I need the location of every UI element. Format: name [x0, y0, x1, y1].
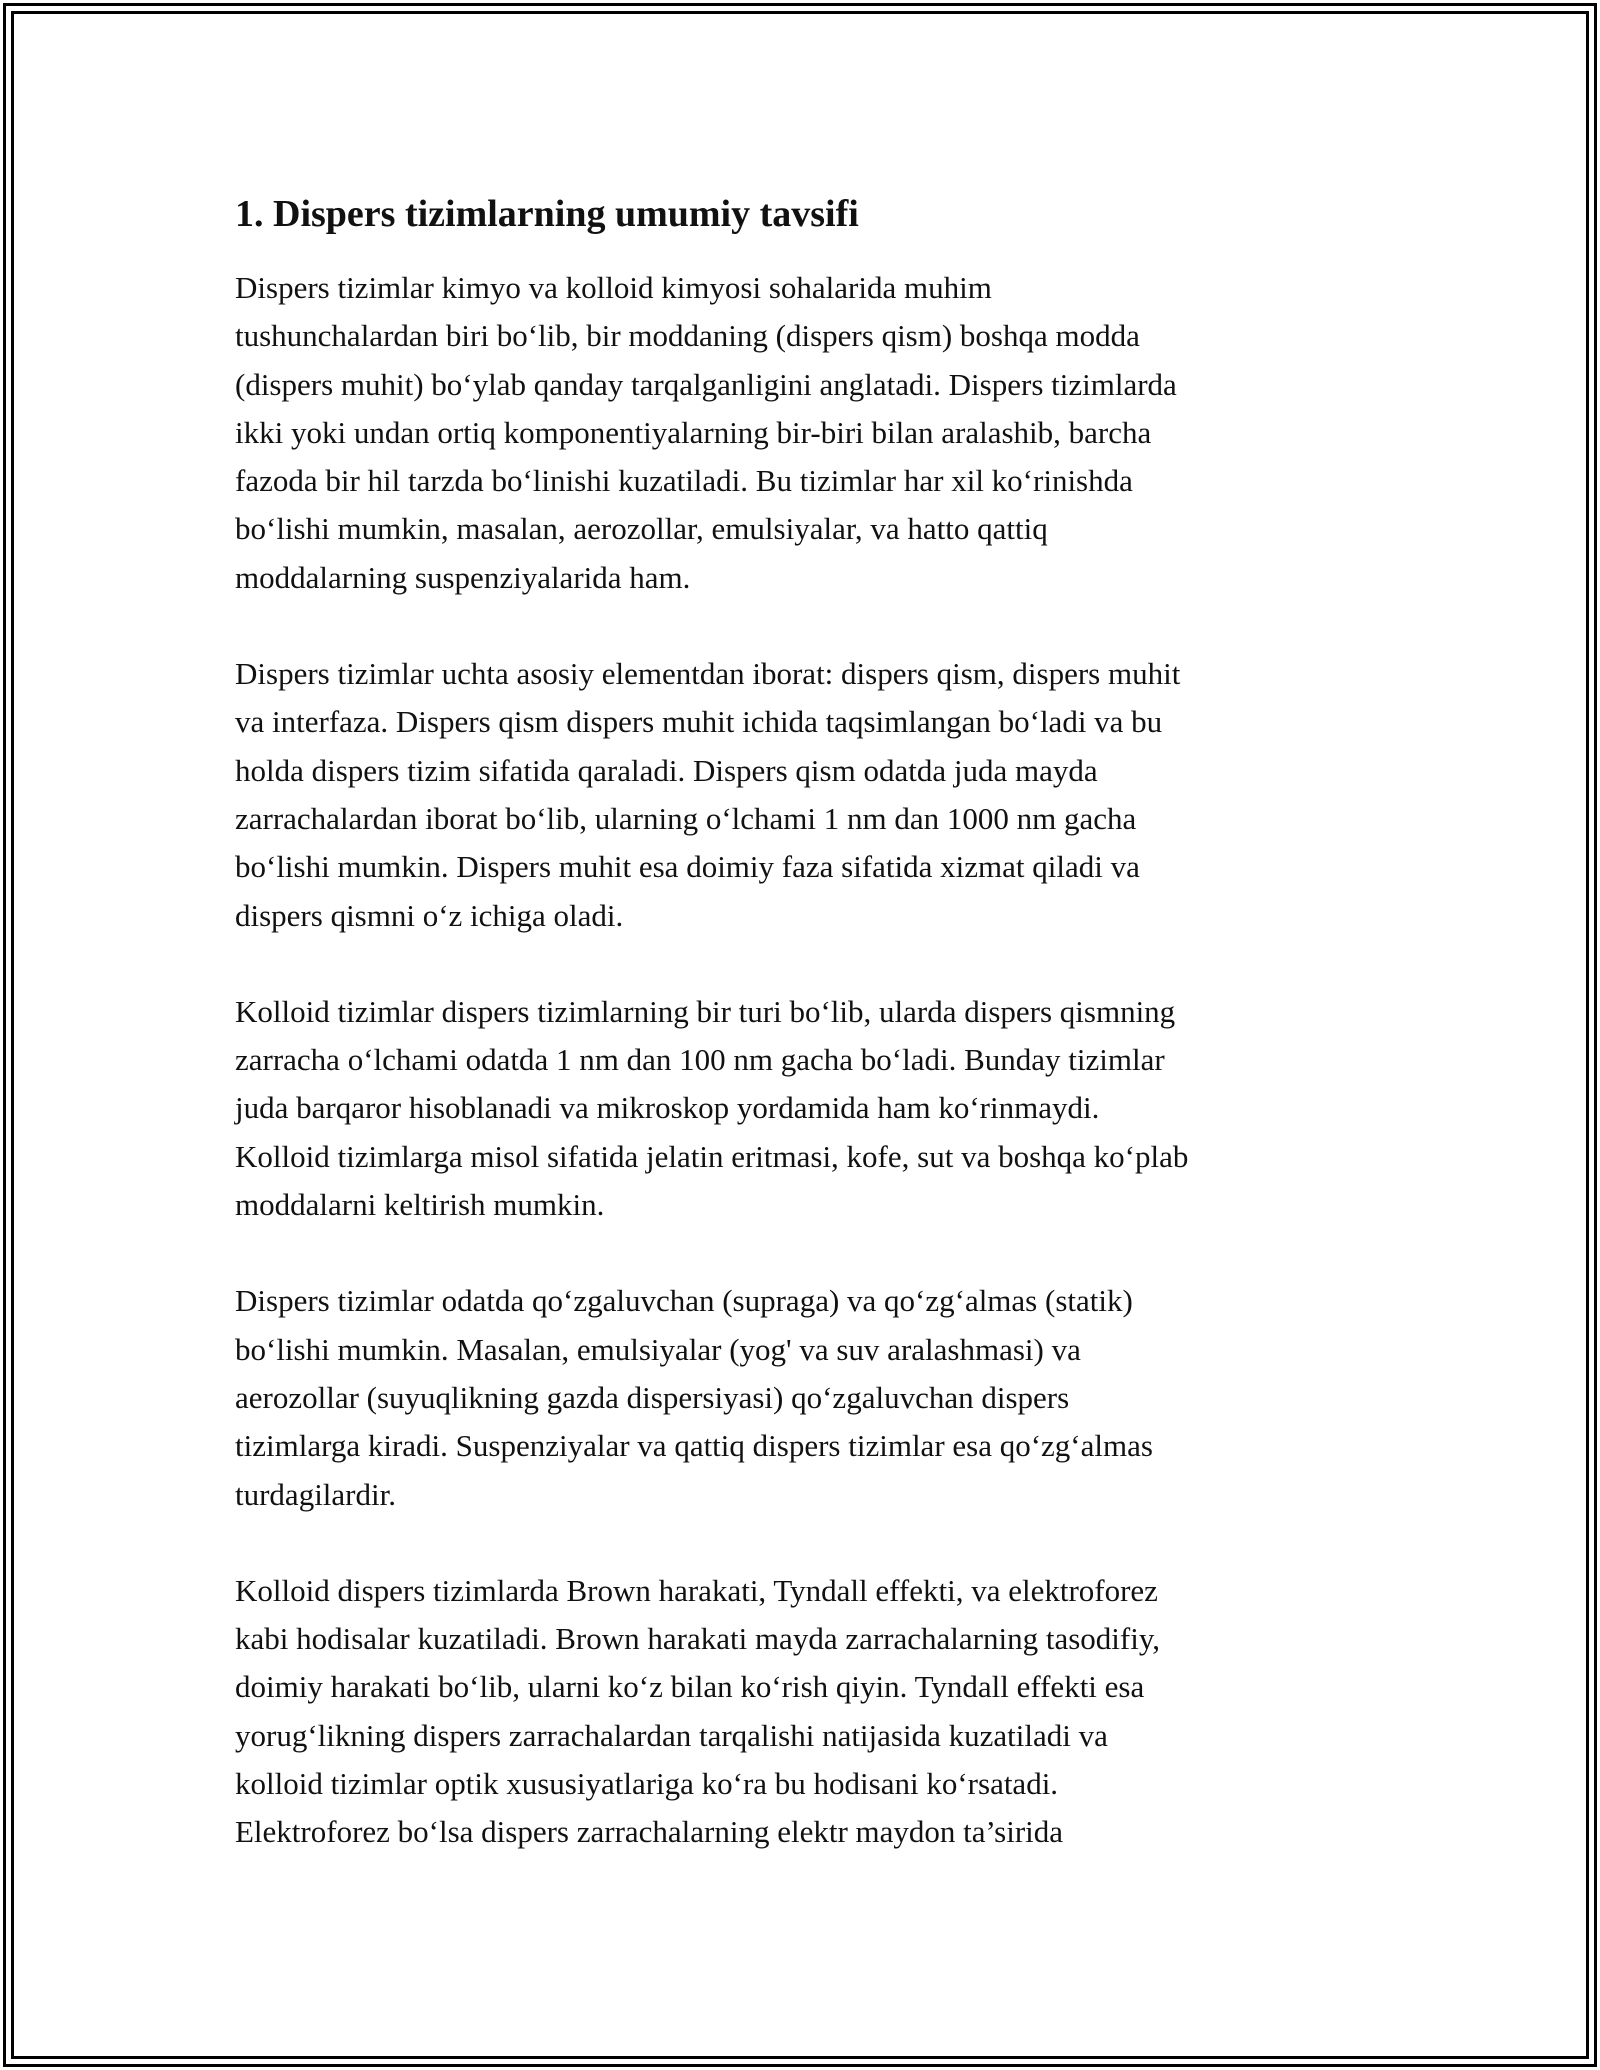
paragraph-dispers-elements: Dispers tizimlar uchta asosiy elementdan iborat: dispers qism, dispers muhit va interfaza. Dispers qism dispers muhit ichida taqsimlangan bo‘ladi va bu holda dispers tizim sifatida qaraladi. Dispers qism odatda juda mayda zarrachalardan iborat bo‘lib, ularning o‘lchami 1 nm dan 1000 nm gacha bo‘lishi mumkin. Dispers muhit esa doimiy faza sifatida xizmat qiladi va dispers qismni o‘z ichiga oladi. — [235, 656, 1181, 933]
paragraph-dispers-turlari: Dispers tizimlar odatda qo‘zgaluvchan (supraga) va qo‘zg‘almas (statik) bo‘lishi mumkin. Masalan, emulsiyalar (yog' va suv aralashmasi) va aerozollar (suyuqlikning gazda dispersiyasi) qo‘zgaluvchan dispers tizimlarga kiradi. Suspenziyalar va qattiq dispers tizimlar esa qo‘zg‘almas turdagilardir. — [235, 1283, 1153, 1512]
paragraph-kolloid-tizimlar: Kolloid tizimlar dispers tizimlarning bir turi bo‘lib, ularda dispers qismning zarracha o‘lchami odatda 1 nm dan 100 nm gacha bo‘ladi. Bunday tizimlar juda barqaror hisoblanadi va mikroskop yordamida ham ko‘rinmaydi. Kolloid tizimlarga misol sifatida jelatin eritmasi, kofe, sut va boshqa ko‘plab moddalarni keltirish mumkin. — [235, 993, 1189, 1223]
paragraph-dispers-intro: Dispers tizimlar kimyo va kolloid kimyosi sohalarida muhim tushunchalardan biri bo‘lib, bir moddaning (dispers qism) boshqa modda (dispers muhit) bo‘ylab qanday tarqalganligini anglatadi. Dispers tizimlarda ikki yoki undan ortiq komponentiyalarning bir-biri bilan aralashib, barcha fazoda bir hil tarzda bo‘linishi kuzatiladi. Bu tizimlar har xil ko‘rinishda bo‘lishi mumkin, masalan, aerozollar, emulsiyalar, va hatto qattiq moddalarning suspenziyalarida ham. — [235, 270, 1177, 595]
paragraph-kolloid-hodisalar: Kolloid dispers tizimlarda Brown harakati, Tyndall effekti, va elektroforez kabi hodisalar kuzatiladi. Brown harakati mayda zarrachalarning tasodifiy, doimiy harakati bo‘lib, ularni ko‘z bilan ko‘rish qiyin. Tyndall effekti esa yorug‘likning dispers zarrachalardan tarqalishi natijasida kuzatiladi va kolloid tizimlar optik xususiyatlariga ko‘ra bu hodisani ko‘rsatadi. Elektroforez bo‘lsa dispers zarrachalarning elektr maydon ta’sirida — [235, 1572, 1161, 1850]
section-heading: 1. Dispers tizimlarning umumiy tavsifi — [235, 193, 859, 235]
document-body — [235, 188, 1375, 1905]
